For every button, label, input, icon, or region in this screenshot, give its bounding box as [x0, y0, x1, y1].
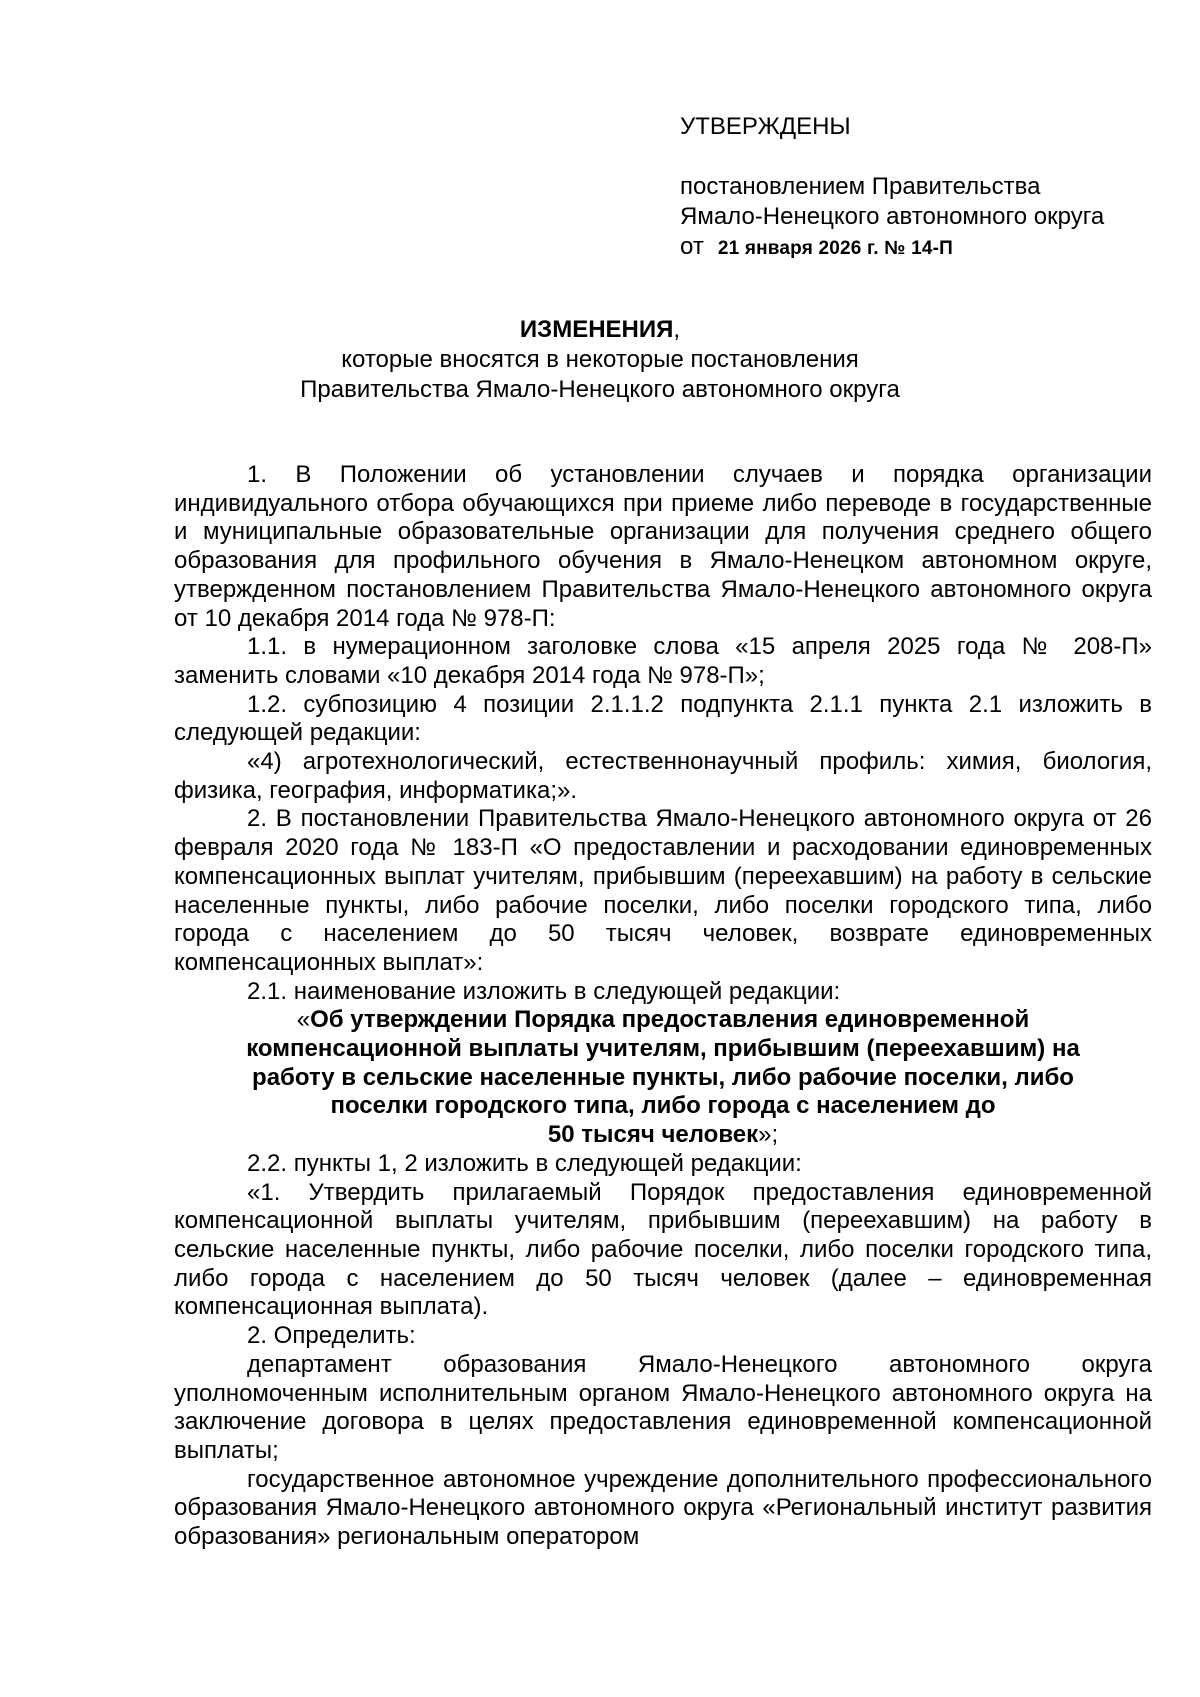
- approval-line-1: постановлением Правительства: [680, 173, 1041, 200]
- paragraph-quote-1: «1. Утвердить прилагаемый Порядок предоставления единовременной компенсационной выплаты учителям, прибывшим (переехавшим) на работу в сельские населенные пункты, либо рабочие поселки, либо поселки городского типа, либо города с населением до 50 тысяч человек (далее – единовременная компенсационная выплата).: [174, 1178, 1152, 1321]
- document-heading: [150, 315, 1050, 405]
- new-title-text-1: Об утверждении Порядка предоставления единовременной: [310, 1006, 1030, 1034]
- paragraph-1-1: 1.1. в нумерационном заголовке слова «15 апреля 2025 года № 208-П» заменить словами «10 декабря 2014 года № 978-П»;: [174, 633, 1152, 689]
- new-title-text-5: 50 тысяч человек: [547, 1121, 759, 1149]
- heading-title-suffix: ,: [673, 316, 681, 343]
- approval-line-2: Ямало-Ненецкого автономного округа: [680, 203, 1105, 230]
- paragraph-1-2: 1.2. субпозицию 4 позиции 2.1.1.2 подпункта 2.1.1 пункта 2.1 изложить в следующей редакции:: [174, 690, 1152, 747]
- new-title-line-1: [174, 1006, 1152, 1035]
- new-title-line-3: работу в сельские населенные пункты, либо рабочие поселки, либо: [252, 1063, 1074, 1091]
- heading-line-3: Правительства Ямало-Ненецкого автономного округа: [300, 376, 900, 403]
- paragraph-quote-4: «4) агротехнологический, естественнонаучный профиль: химия, биология, физика, география, информатика;».: [174, 748, 1152, 804]
- paragraph-institute: государственное автономное учреждение дополнительного профессионального образования Ямало-Ненецкого автономного округа «Региональный институт развития образования» региональным оператором: [174, 1465, 1152, 1551]
- paragraph-1: 1. В Положении об установлении случаев и порядка организации индивидуального отбора обучающихся при приеме либо переводе в государственные и муниципальные образовательные организации для получения среднего общего образования для профильного обучения в Ямало-Ненецком автономном округе, утвержденном постановлением Правительства Ямало-Ненецкого автономного округа от 10 декабря 2014 года № 978-П:: [174, 461, 1152, 632]
- paragraph-2-2: 2.2. пункты 1, 2 изложить в следующей редакции:: [247, 1149, 802, 1177]
- new-title-close-quote: »;: [758, 1121, 779, 1149]
- heading-title-line: [150, 315, 1050, 345]
- paragraph-quote-2: 2. Определить:: [247, 1322, 416, 1350]
- document-body: [174, 461, 1152, 1552]
- heading-line-2: которые вносятся в некоторые постановления: [341, 346, 859, 373]
- paragraph-2: 2. В постановлении Правительства Ямало-Ненецкого автономного округа от 26 февраля 2020 года № 183-П «О предоставлении и расходовании единовременных компенсационных выплат учителям, прибывшим (переехавшим) на работу в сельские населенные пункты, либо рабочие поселки, либо поселки городского типа, либо города с населением до 50 тысяч человек, возврате единовременных компенсационных выплат»:: [174, 805, 1152, 976]
- approval-title: УТВЕРЖДЕНЫ: [680, 113, 851, 140]
- approval-date-line: [680, 232, 1160, 264]
- new-title-open-quote: «: [296, 1006, 311, 1034]
- paragraph-department: департамент образования Ямало-Ненецкого автономного округа уполномоченным исполнительным органом Ямало-Ненецкого автономного округа на заключение договора в целях предоставления единовременной компенсационной выплаты;: [174, 1350, 1152, 1464]
- new-title-line-4: поселки городского типа, либо города с населением до: [330, 1092, 996, 1120]
- paragraph-2-1: 2.1. наименование изложить в следующей редакции:: [247, 977, 841, 1005]
- approval-stamp: [680, 112, 1160, 264]
- approval-date-value: 21 января 2026 г. № 14-П: [717, 238, 953, 259]
- new-title-line-2: компенсационной выплаты учителям, прибывшим (переехавшим) на: [246, 1035, 1080, 1063]
- heading-title: ИЗМЕНЕНИЯ: [519, 316, 674, 343]
- new-title-line-5: [174, 1121, 1152, 1150]
- approval-date-prefix: от: [680, 233, 704, 260]
